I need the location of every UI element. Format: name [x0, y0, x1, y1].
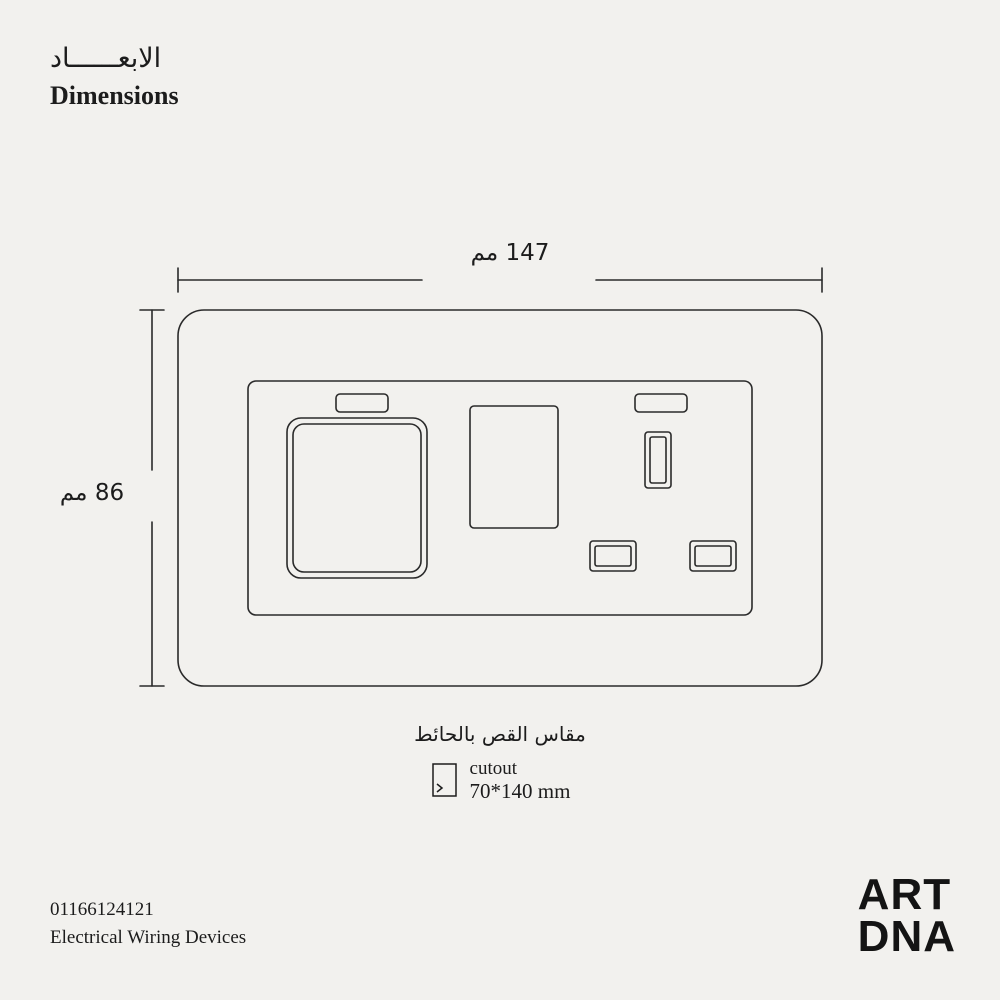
earth-pin-slot-outer [645, 432, 671, 488]
switch-rocker-inner [293, 424, 421, 572]
footer-phone: 01166124121 [50, 899, 154, 920]
page-title-english: Dimensions [50, 81, 179, 110]
height-dimension-label: 86 مم [59, 480, 125, 506]
neutral-pin-slot-outer [690, 541, 736, 571]
left-dimension-line [140, 310, 164, 686]
brand-line-2: DNA [857, 912, 956, 961]
brand-logo [857, 870, 956, 961]
footer-tagline: Electrical Wiring Devices [50, 927, 247, 948]
cutout-text [470, 758, 571, 802]
cutout-note [0, 722, 1000, 802]
cutout-size: 70*140 mm [469, 779, 571, 803]
brand-line-1: ART [857, 870, 952, 919]
live-pin-slot-outer [590, 541, 636, 571]
footer [50, 896, 246, 952]
socket-indicator-window [635, 394, 687, 412]
top-dimension-line [178, 268, 822, 292]
inner-frame [248, 381, 752, 615]
live-pin-slot-inner [595, 546, 631, 566]
page-title-arabic: الابعــــــاد [50, 43, 162, 74]
cutout-icon [430, 761, 460, 799]
cutout-label: cutout [469, 758, 518, 779]
socket-switch-rocker [470, 406, 558, 528]
width-dimension-label: 147 مم [470, 240, 550, 266]
indicator-window [336, 394, 388, 412]
switch-rocker-outer [287, 418, 427, 578]
page-header [50, 42, 179, 112]
cutout-detail-row [0, 758, 1000, 802]
cutout-note-arabic: مقاس القص بالحائط [414, 722, 586, 746]
earth-pin-slot-inner [650, 437, 666, 483]
outer-plate [178, 310, 822, 686]
neutral-pin-slot-inner [695, 546, 731, 566]
